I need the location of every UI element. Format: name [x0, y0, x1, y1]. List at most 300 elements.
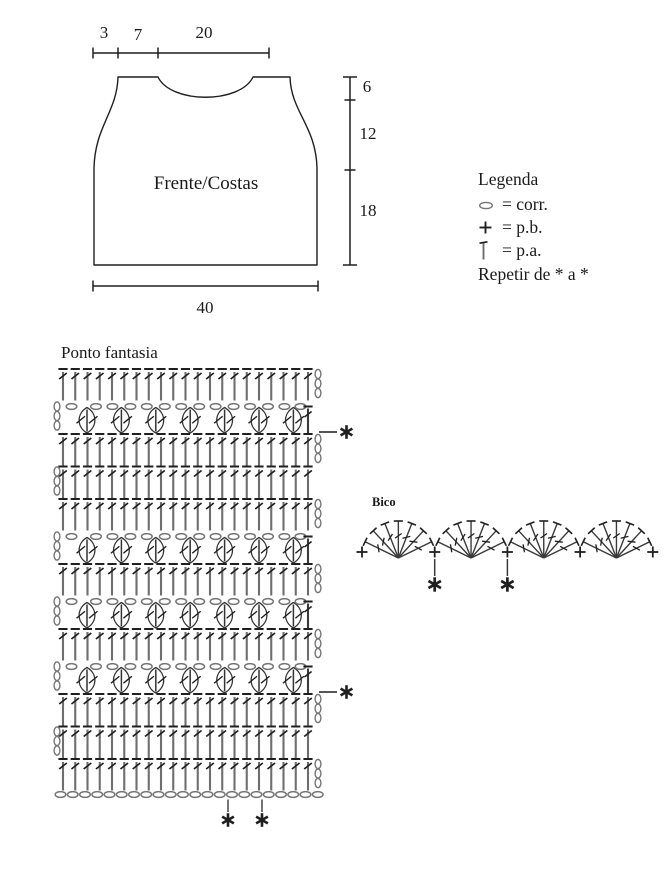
shell-fan-symbol [363, 521, 433, 558]
double-crochet-symbol [71, 467, 80, 499]
double-crochet-symbol [279, 467, 288, 499]
double-crochet-symbol [205, 369, 214, 401]
double-crochet-symbol [144, 369, 153, 401]
double-crochet-symbol [144, 434, 153, 466]
chain-symbol [160, 599, 171, 605]
chain-symbol [251, 792, 262, 798]
double-crochet-symbol [254, 467, 263, 499]
double-crochet-symbol [303, 629, 312, 661]
double-crochet-symbol [58, 369, 67, 401]
double-crochet-symbol [218, 564, 227, 596]
double-crochet-symbol [120, 564, 129, 596]
chain-symbol [228, 664, 239, 670]
double-crochet-symbol [58, 499, 67, 531]
double-crochet-symbol [254, 629, 263, 661]
double-crochet-symbol [156, 369, 165, 401]
single-crochet-symbol [647, 547, 658, 558]
double-crochet-symbol [120, 434, 129, 466]
double-crochet-symbol [254, 434, 263, 466]
double-crochet-symbol [144, 564, 153, 596]
double-crochet-symbol [291, 434, 300, 466]
turning-chain-symbol [315, 759, 321, 787]
turning-chain-symbol [54, 597, 60, 625]
double-crochet-symbol [95, 727, 104, 759]
asterisk-marker [341, 425, 353, 439]
right-measurement-label: 18 [359, 201, 377, 220]
chain-symbol [125, 404, 136, 410]
double-crochet-symbol [279, 727, 288, 759]
chart-row-dc [58, 629, 321, 661]
double-crochet-symbol [267, 694, 276, 726]
double-crochet-symbol [71, 629, 80, 661]
double-crochet-symbol [218, 369, 227, 401]
double-crochet-symbol [303, 564, 312, 596]
double-crochet-symbol [279, 369, 288, 401]
chain-symbol [176, 664, 187, 670]
legend-item-double-crochet [478, 239, 589, 262]
repeat-marker-bottom [256, 800, 268, 827]
top-measurement-label: 3 [99, 23, 109, 42]
repeat-marker-edging [501, 559, 513, 592]
chain-symbol [165, 792, 176, 798]
double-crochet-symbol [181, 759, 190, 791]
chain-symbol [153, 792, 164, 798]
chain-symbol [245, 534, 256, 540]
double-crochet-symbol [144, 694, 153, 726]
cluster-motif-symbol [145, 538, 166, 564]
chain-symbol [142, 599, 153, 605]
chart-row-motif [54, 402, 313, 433]
chain-symbol [288, 792, 299, 798]
chart-row-dc [58, 564, 321, 596]
double-crochet-symbol [107, 759, 116, 791]
double-crochet-symbol [169, 759, 178, 791]
double-crochet-symbol [230, 564, 239, 596]
double-crochet-symbol [205, 759, 214, 791]
double-crochet-symbol [303, 759, 312, 791]
double-crochet-symbol [218, 467, 227, 499]
double-crochet-symbol [218, 499, 227, 531]
double-crochet-symbol [205, 629, 214, 661]
chain-symbol [91, 404, 102, 410]
double-crochet-symbol [193, 694, 202, 726]
double-crochet-symbol [193, 434, 202, 466]
double-crochet-symbol [107, 369, 116, 401]
double-crochet-symbol [58, 759, 67, 791]
cluster-motif-symbol [111, 603, 132, 629]
double-crochet-symbol [169, 727, 178, 759]
chart-row-dc [58, 499, 321, 531]
double-crochet-symbol [291, 369, 300, 401]
chain-symbol [194, 599, 205, 605]
chain-symbol [263, 534, 274, 540]
double-crochet-symbol [107, 727, 116, 759]
double-crochet-symbol [95, 564, 104, 596]
chain-symbol [263, 599, 274, 605]
top-measurement-label: 7 [133, 25, 143, 44]
cluster-motif-symbol [283, 408, 304, 434]
double-crochet-symbol [267, 369, 276, 401]
turning-chain-symbol [315, 499, 321, 527]
right-measurement-label: 6 [362, 77, 372, 96]
double-crochet-symbol [230, 499, 239, 531]
double-crochet-symbol [303, 434, 312, 466]
legend [478, 168, 589, 286]
double-crochet-symbol [242, 759, 251, 791]
chain-symbol [125, 534, 136, 540]
double-crochet-symbol [169, 629, 178, 661]
double-crochet-symbol [169, 467, 178, 499]
legend-item-chain [478, 193, 589, 216]
double-crochet-symbol [144, 467, 153, 499]
double-crochet-symbol [205, 499, 214, 531]
cluster-motif-symbol [180, 668, 201, 694]
double-crochet-symbol [230, 759, 239, 791]
chain-symbol [178, 792, 189, 798]
legend-item-label: = corr. [502, 194, 548, 214]
double-crochet-symbol [193, 759, 202, 791]
double-crochet-symbol [132, 467, 141, 499]
double-crochet-symbol [242, 369, 251, 401]
double-crochet-symbol [120, 629, 129, 661]
chain-symbol [141, 792, 152, 798]
chain-symbol [210, 404, 221, 410]
double-crochet-symbol [218, 694, 227, 726]
double-crochet-symbol [181, 467, 190, 499]
chain-symbol [125, 599, 136, 605]
legend-item-single-crochet [478, 216, 589, 239]
turning-chain-symbol [54, 662, 60, 690]
double-crochet-symbol [132, 434, 141, 466]
cluster-motif-symbol [145, 668, 166, 694]
double-crochet-symbol [279, 434, 288, 466]
right-measurement-label: 12 [359, 124, 377, 143]
double-crochet-symbol [291, 467, 300, 499]
double-crochet-symbol [107, 467, 116, 499]
turning-chain-symbol [315, 629, 321, 657]
double-crochet-symbol [58, 694, 67, 726]
turning-chain-symbol [315, 434, 321, 462]
double-crochet-symbol [71, 369, 80, 401]
double-crochet-symbol [242, 434, 251, 466]
double-crochet-symbol [279, 499, 288, 531]
double-crochet-symbol [303, 369, 312, 401]
double-crochet-symbol [144, 629, 153, 661]
chain-symbol [279, 599, 290, 605]
chain-symbol [116, 792, 127, 798]
double-crochet-symbol [254, 759, 263, 791]
double-crochet-symbol [242, 467, 251, 499]
double-crochet-symbol [193, 499, 202, 531]
double-crochet-symbol [218, 727, 227, 759]
double-crochet-symbol [169, 369, 178, 401]
double-crochet-symbol [132, 629, 141, 661]
double-crochet-symbol [218, 759, 227, 791]
chain-symbol [176, 404, 187, 410]
asterisk-marker [501, 577, 513, 591]
turning-chain-symbol [54, 532, 60, 560]
cluster-motif-symbol [77, 603, 98, 629]
turning-chain-symbol [315, 369, 321, 397]
legend-title: Legenda [478, 169, 539, 189]
chain-symbol [276, 792, 287, 798]
double-crochet-symbol [291, 499, 300, 531]
chain-symbol [104, 792, 115, 798]
chain-symbol [228, 599, 239, 605]
chain-icon [478, 200, 502, 210]
top-measurement-label: 20 [195, 23, 213, 42]
cluster-motif-symbol [283, 603, 304, 629]
double-crochet-icon [478, 240, 502, 261]
cluster-motif-symbol [111, 408, 132, 434]
chain-symbol [279, 534, 290, 540]
cluster-motif-symbol [111, 668, 132, 694]
double-crochet-symbol [279, 564, 288, 596]
chart-row-dc [54, 467, 313, 499]
double-crochet-symbol [83, 759, 92, 791]
chain-symbol [176, 534, 187, 540]
single-crochet-symbol [429, 547, 440, 558]
chart-row-motif [54, 597, 313, 628]
double-crochet-symbol [83, 467, 92, 499]
double-crochet-symbol [254, 564, 263, 596]
double-crochet-symbol [156, 759, 165, 791]
double-crochet-symbol [120, 759, 129, 791]
double-crochet-symbol [132, 727, 141, 759]
double-crochet-symbol [156, 629, 165, 661]
shell-fan-symbol [436, 521, 506, 558]
double-crochet-symbol [156, 694, 165, 726]
repeat-marker-right [319, 425, 352, 439]
double-crochet-symbol [132, 369, 141, 401]
double-crochet-symbol [267, 499, 276, 531]
edging-diagram [357, 521, 659, 592]
double-crochet-symbol [254, 694, 263, 726]
chain-symbol [194, 534, 205, 540]
right-dimension-line [343, 77, 357, 265]
single-crochet-icon [478, 220, 502, 235]
double-crochet-symbol [132, 499, 141, 531]
chain-symbol [194, 404, 205, 410]
double-crochet-symbol [205, 467, 214, 499]
asterisk-marker [428, 577, 440, 591]
double-crochet-symbol [267, 759, 276, 791]
double-crochet-symbol [169, 434, 178, 466]
double-crochet-symbol [303, 727, 312, 759]
cluster-motif-symbol [249, 408, 270, 434]
chart-row-motif [54, 532, 313, 563]
chain-symbol [245, 664, 256, 670]
turning-chain-symbol [315, 564, 321, 592]
chain-symbol [194, 664, 205, 670]
double-crochet-symbol [205, 727, 214, 759]
double-crochet-symbol [58, 434, 67, 466]
double-crochet-symbol [254, 369, 263, 401]
bottom-dimension-line [93, 281, 318, 292]
shell-fan-symbol [509, 521, 579, 558]
cluster-motif-symbol [77, 538, 98, 564]
double-crochet-symbol [132, 759, 141, 791]
double-crochet-symbol [291, 759, 300, 791]
double-crochet-symbol [181, 499, 190, 531]
asterisk-marker [256, 813, 268, 827]
edge-double-crochet-symbol [303, 667, 312, 694]
asterisk-marker [341, 685, 353, 699]
double-crochet-symbol [193, 564, 202, 596]
double-crochet-symbol [169, 564, 178, 596]
double-crochet-symbol [83, 564, 92, 596]
double-crochet-symbol [181, 629, 190, 661]
chain-symbol [202, 792, 213, 798]
chain-symbol [142, 534, 153, 540]
single-crochet-symbol [357, 547, 368, 558]
double-crochet-symbol [83, 727, 92, 759]
double-crochet-symbol [58, 629, 67, 661]
double-crochet-symbol [71, 434, 80, 466]
double-crochet-symbol [144, 759, 153, 791]
chart-row-motif [54, 662, 313, 693]
double-crochet-symbol [291, 694, 300, 726]
double-crochet-symbol [254, 499, 263, 531]
double-crochet-symbol [156, 467, 165, 499]
double-crochet-symbol [71, 727, 80, 759]
double-crochet-symbol [83, 694, 92, 726]
double-crochet-symbol [242, 694, 251, 726]
double-crochet-symbol [156, 564, 165, 596]
chain-symbol [190, 792, 201, 798]
chain-symbol [107, 664, 118, 670]
double-crochet-symbol [169, 499, 178, 531]
chain-symbol [129, 792, 140, 798]
chain-symbol [239, 792, 250, 798]
cluster-motif-symbol [214, 408, 235, 434]
double-crochet-symbol [230, 369, 239, 401]
chain-symbol [160, 534, 171, 540]
chain-symbol [66, 404, 77, 410]
double-crochet-symbol [205, 434, 214, 466]
double-crochet-symbol [242, 629, 251, 661]
double-crochet-symbol [71, 759, 80, 791]
garment-outline [94, 77, 317, 265]
garment-schematic [93, 48, 357, 292]
double-crochet-symbol [230, 727, 239, 759]
double-crochet-symbol [58, 564, 67, 596]
double-crochet-symbol [254, 727, 263, 759]
legend-item-label: = p.b. [502, 217, 543, 237]
cluster-motif-symbol [77, 668, 98, 694]
chain-symbol [107, 599, 118, 605]
double-crochet-symbol [181, 434, 190, 466]
chart-row-foundation-chain [55, 792, 323, 798]
chain-symbol [160, 664, 171, 670]
chart-row-dc [58, 369, 321, 401]
double-crochet-symbol [242, 499, 251, 531]
chain-symbol [91, 664, 102, 670]
cluster-motif-symbol [111, 538, 132, 564]
cluster-motif-symbol [180, 538, 201, 564]
chain-symbol [142, 404, 153, 410]
double-crochet-symbol [83, 434, 92, 466]
double-crochet-symbol [132, 694, 141, 726]
double-crochet-symbol [230, 694, 239, 726]
double-crochet-symbol [267, 629, 276, 661]
double-crochet-symbol [181, 727, 190, 759]
double-crochet-symbol [303, 499, 312, 531]
double-crochet-symbol [107, 434, 116, 466]
cluster-motif-symbol [249, 603, 270, 629]
double-crochet-symbol [267, 564, 276, 596]
double-crochet-symbol [230, 629, 239, 661]
chain-symbol [214, 792, 225, 798]
cluster-motif-symbol [77, 408, 98, 434]
double-crochet-symbol [107, 499, 116, 531]
double-crochet-symbol [71, 499, 80, 531]
chain-symbol [55, 792, 66, 798]
double-crochet-symbol [120, 727, 129, 759]
chain-symbol [67, 792, 78, 798]
double-crochet-symbol [181, 369, 190, 401]
chain-symbol [91, 534, 102, 540]
double-crochet-symbol [193, 467, 202, 499]
edge-double-crochet-symbol [303, 407, 312, 434]
chain-symbol [210, 534, 221, 540]
chain-symbol [142, 664, 153, 670]
double-crochet-symbol [95, 434, 104, 466]
double-crochet-symbol [291, 629, 300, 661]
bottom-measurement-label: 40 [196, 298, 214, 317]
cluster-motif-symbol [214, 668, 235, 694]
double-crochet-symbol [205, 694, 214, 726]
chain-symbol [228, 534, 239, 540]
double-crochet-symbol [132, 564, 141, 596]
double-crochet-symbol [83, 499, 92, 531]
chain-symbol [125, 664, 136, 670]
turning-chain-symbol [54, 727, 60, 755]
double-crochet-symbol [107, 629, 116, 661]
double-crochet-symbol [279, 694, 288, 726]
chain-symbol [279, 404, 290, 410]
double-crochet-symbol [107, 694, 116, 726]
double-crochet-symbol [267, 434, 276, 466]
chain-symbol [279, 664, 290, 670]
double-crochet-symbol [193, 629, 202, 661]
double-crochet-symbol [120, 467, 129, 499]
stitch-chart-title: Ponto fantasia [61, 343, 158, 362]
chain-symbol [300, 792, 311, 798]
cluster-motif-symbol [283, 538, 304, 564]
double-crochet-symbol [303, 467, 312, 499]
double-crochet-symbol [267, 727, 276, 759]
chart-row-dc [58, 434, 321, 466]
cluster-motif-symbol [180, 408, 201, 434]
turning-chain-symbol [54, 402, 60, 430]
double-crochet-symbol [291, 564, 300, 596]
double-crochet-symbol [120, 369, 129, 401]
cluster-motif-symbol [180, 603, 201, 629]
single-crochet-symbol [502, 547, 513, 558]
double-crochet-symbol [95, 759, 104, 791]
double-crochet-symbol [279, 629, 288, 661]
chain-symbol [245, 599, 256, 605]
edge-double-crochet-symbol [303, 537, 312, 564]
double-crochet-symbol [267, 467, 276, 499]
edging-title: Bico [372, 495, 396, 509]
cluster-motif-symbol [283, 668, 304, 694]
double-crochet-symbol [181, 694, 190, 726]
chain-symbol [160, 404, 171, 410]
chain-symbol [107, 534, 118, 540]
double-crochet-symbol [95, 629, 104, 661]
